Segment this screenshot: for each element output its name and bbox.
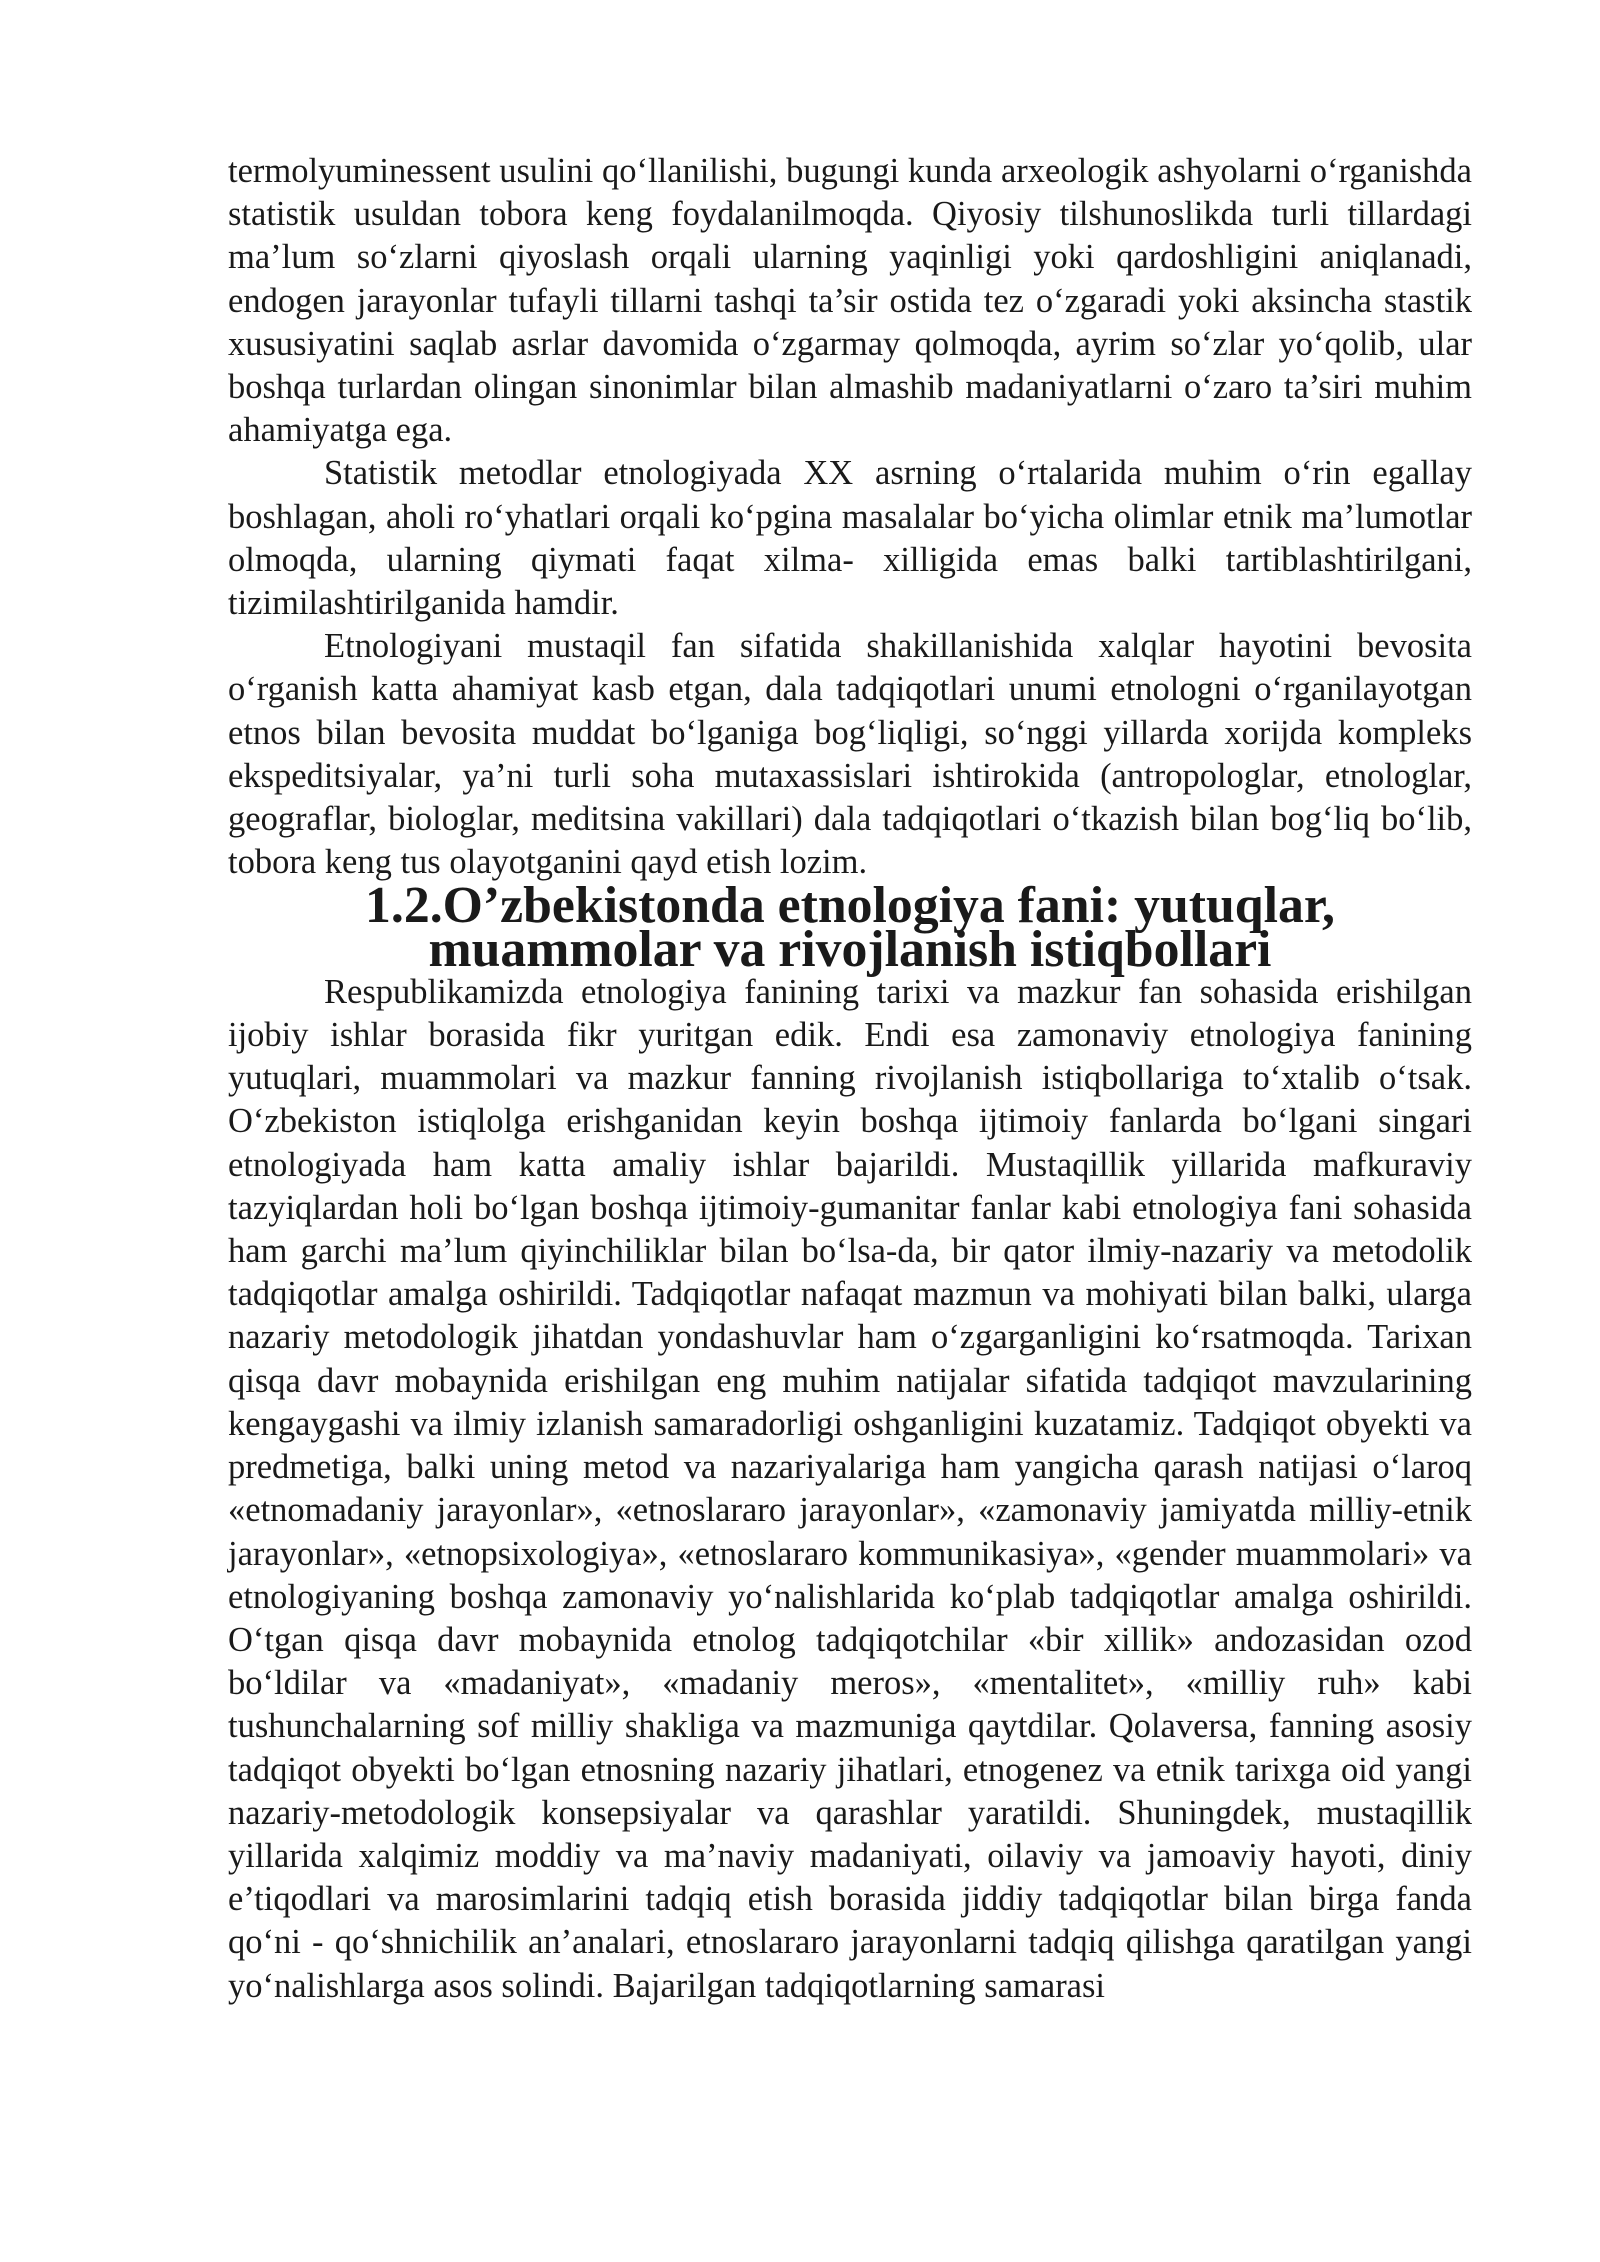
section-heading: 1.2.O’zbekistonda etnologiya fani: yutuqlar, muammolar va rivojlanish istiqbollari <box>365 877 1335 978</box>
paragraph: Statistik metodlar etnologiyada XX asrning o‘rtalarida muhim o‘rin egallay boshlagan, aholi ro‘yhatlari orqali ko‘pgina masalalar bo‘yicha olimlar etnik ma’lumotlar olmoqda, ularning qiymati faqat xilma- xilligida emas balki tartiblashtirilgani, tizimilashtirilganida hamdir. <box>228 454 1472 623</box>
paragraph: termolyuminessent usulini qo‘llanilishi, bugungi kunda arxeologik ashyolarni o‘rganishda statistik usuldan tobora keng foydalanilmoqda. Qiyosiy tilshunoslikda turli tillardagi ma’lum so‘zlarni qiyoslash orqali ularning yaqinligi yoki qardoshligini aniqlanadi, endogen jarayonlar tufayli tillarni tashqi ta’sir ostida tez o‘zgaradi yoki aksincha stastik xususiyatini saqlab asrlar davomida o‘zgarmay qolmoqda, ayrim so‘zlar yo‘qolib, ular boshqa turlardan olingan sinonimlar bilan almashib madaniyatlarni o‘zaro ta’siri muhim ahamiyatga ega. <box>228 152 1472 450</box>
paragraph: Etnologiyani mustaqil fan sifatida shakillanishida xalqlar hayotini bevosita o‘rganish katta ahamiyat kasb etgan, dala tadqiqotlari unumi etnologni o‘rganilayotgan etnos bilan bevosita muddat bo‘lganiga bog‘liqligi, so‘nggi yillarda xorijda kompleks ekspeditsiyalar, ya’ni turli soha mutaxassislari ishtirokida (antropologlar, etnologlar, geograflar, biologlar, meditsina vakillari) dala tadqiqotlari o‘tkazish bilan bog‘liq bo‘lib, tobora keng tus olayotganini qayd etish lozim. <box>228 627 1472 882</box>
paragraph: Respublikamizda etnologiya fanining tarixi va mazkur fan sohasida erishilgan ijobiy ishlar borasida fikr yuritgan edik. Endi esa zamonaviy etnologiya fanining yutuqlari, muammolari va mazkur fanning rivojlanish istiqbollariga to‘xtalib o‘tsak. O‘zbekiston istiqlolga erishganidan keyin boshqa ijtimoiy fanlarda bo‘lgani singari etnologiyada ham katta amaliy ishlar bajarildi. Mustaqillik yillarida mafkuraviy tazyiqlardan holi bo‘lgan boshqa ijtimoiy-gumanitar fanlar kabi etnologiya fani sohasida ham garchi ma’lum qiyinchiliklar bilan bo‘lsa-da, bir qator ilmiy-nazariy va metodolik tadqiqotlar amalga oshirildi. Tadqiqotlar nafaqat mazmun va mohiyati bilan balki, ularga nazariy metodologik jihatdan yondashuvlar ham o‘zgarganligini ko‘rsatmoqda. Tarixan qisqa davr mobaynida erishilgan eng muhim natijalar sifatida tadqiqot mavzularining kengaygashi va ilmiy izlanish samaradorligi oshganligini kuzatamiz. Tadqiqot obyekti va predmetiga, balki uning metod va nazariyalariga ham yangicha qarash natijasi o‘laroq «etnomadaniy jarayonlar», «etnoslararo jarayonlar», «zamonaviy jamiyatda milliy-etnik jarayonlar», «etnopsixologiya», «etnoslararo kommunikasiya», «gender muammolari» va etnologiyaning boshqa zamonaviy yo‘nalishlarida ko‘plab tadqiqotlar amalga oshirildi. O‘tgan qisqa davr mobaynida etnolog tadqiqotchilar «bir xillik» andozasidan ozod bo‘ldilar va «madaniyat», «madaniy meros», «mentalitet», «milliy ruh» kabi tushunchalarning sof milliy shakliga va mazmuniga qaytdilar. Qolaversa, fanning asosiy tadqiqot obyekti bo‘lgan etnosning nazariy jihatlari, etnogenez va etnik tarixga oid yangi nazariy-metodologik konsepsiyalar va qarashlar yaratildi. Shuningdek, mustaqillik yillarida xalqimiz moddiy va ma’naviy madaniyati, oilaviy va jamoaviy hayoti, diniy e’tiqodlari va marosimlarini tadqiq etish borasida jiddiy tadqiqotlar bilan birga fanda qo‘ni - qo‘shnichilik an’analari, etnoslararo jarayonlarni tadqiq qilishga qaratilgan yangi yo‘nalishlarga asos solindi. Bajarilgan tadqiqotlarning samarasi <box>228 972 1472 2005</box>
document-page <box>228 150 1472 2008</box>
